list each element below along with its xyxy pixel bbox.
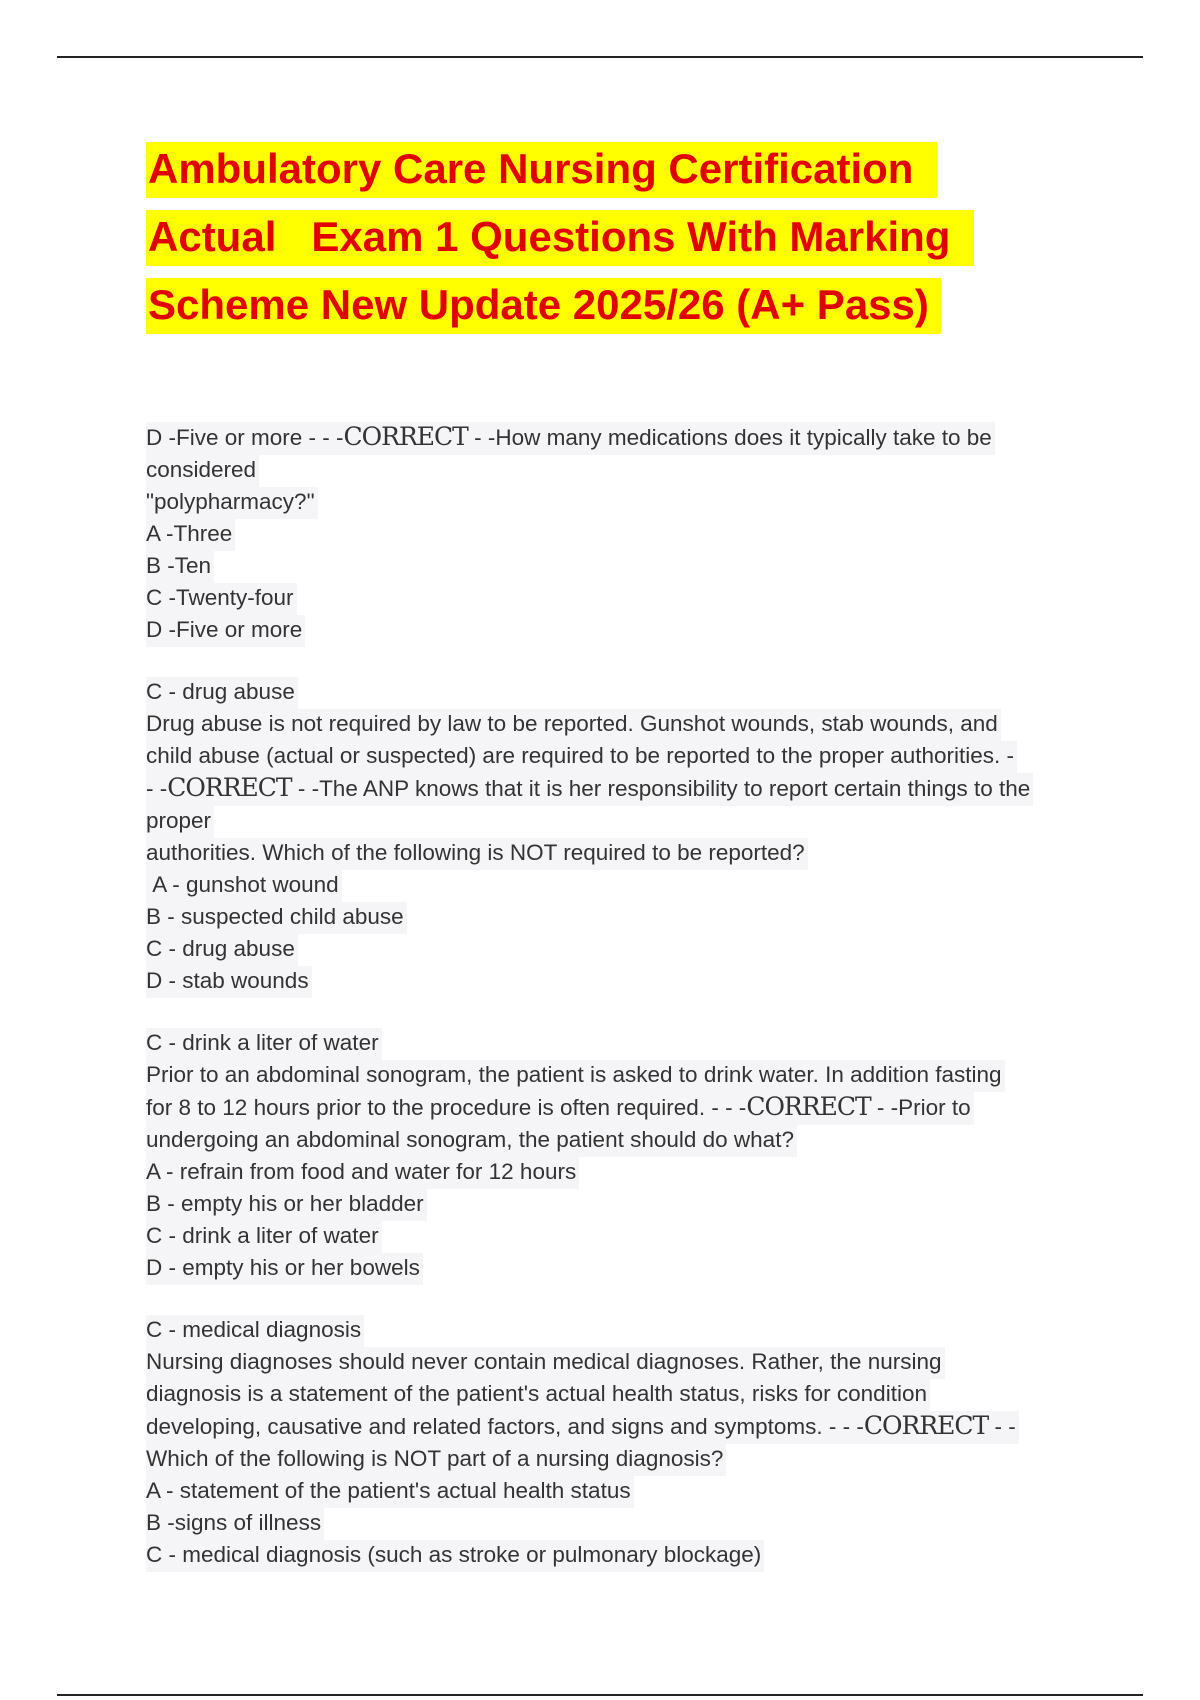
rationale-line: developing, causative and related factors, and signs and symptoms. - - -CORRECT - - xyxy=(146,1411,1019,1444)
document-title xyxy=(146,142,1076,346)
question-line: - -CORRECT - -The ANP knows that it is her responsibility to report certain things to the xyxy=(146,773,1033,806)
correct-tag: CORRECT xyxy=(167,773,292,802)
answer-line: D -Five or more - - -CORRECT - -How many medications does it typically take to be xyxy=(146,422,995,455)
answer-line: C - medical diagnosis xyxy=(146,1315,364,1347)
option-b: B - suspected child abuse xyxy=(146,902,407,934)
rationale-line: child abuse (actual or suspected) are required to be reported to the proper authorities. - xyxy=(146,741,1017,773)
question-block-2 xyxy=(146,677,1086,998)
answer-line: C - drug abuse xyxy=(146,677,298,709)
option-b: B -signs of illness xyxy=(146,1508,324,1540)
option-a: A - gunshot wound xyxy=(146,870,342,902)
option-c: C - drink a liter of water xyxy=(146,1221,382,1253)
question-line: considered xyxy=(146,455,259,487)
option-c: C - medical diagnosis (such as stroke or pulmonary blockage) xyxy=(146,1540,764,1572)
option-c: C - drug abuse xyxy=(146,934,298,966)
option-a: A - refrain from food and water for 12 hours xyxy=(146,1157,579,1189)
question-block-1 xyxy=(146,422,1086,647)
title-line-3: Scheme New Update 2025/26 (A+ Pass) xyxy=(146,278,941,334)
question-line: "polypharmacy?" xyxy=(146,487,318,519)
question-block-4 xyxy=(146,1315,1086,1572)
rationale-line: Drug abuse is not required by law to be reported. Gunshot wounds, stab wounds, and xyxy=(146,709,1001,741)
option-b: B -Ten xyxy=(146,551,214,583)
option-b: B - empty his or her bladder xyxy=(146,1189,427,1221)
option-c: C -Twenty-four xyxy=(146,583,297,615)
title-line-2: Actual Exam 1 Questions With Marking xyxy=(146,210,974,266)
option-d: D - empty his or her bowels xyxy=(146,1253,423,1285)
title-line-1: Ambulatory Care Nursing Certification xyxy=(146,142,937,198)
question-list xyxy=(146,422,1086,1602)
option-a: A - statement of the patient's actual health status xyxy=(146,1476,634,1508)
correct-tag: CORRECT xyxy=(863,1411,989,1440)
correct-tag: CORRECT xyxy=(343,422,468,451)
question-line: Which of the following is NOT part of a nursing diagnosis? xyxy=(146,1444,726,1476)
correct-tag: CORRECT xyxy=(746,1092,871,1121)
top-rule xyxy=(57,56,1143,58)
option-d: D - stab wounds xyxy=(146,966,312,998)
question-line: proper xyxy=(146,806,214,838)
bottom-rule xyxy=(57,1694,1143,1696)
question-line: undergoing an abdominal sonogram, the patient should do what? xyxy=(146,1125,797,1157)
option-d: D -Five or more xyxy=(146,615,305,647)
option-a: A -Three xyxy=(146,519,235,551)
question-block-3 xyxy=(146,1028,1086,1285)
rationale-line: Prior to an abdominal sonogram, the patient is asked to drink water. In addition fasting xyxy=(146,1060,1005,1092)
question-line: authorities. Which of the following is NOT required to be reported? xyxy=(146,838,808,870)
answer-line: C - drink a liter of water xyxy=(146,1028,382,1060)
rationale-line: Nursing diagnoses should never contain medical diagnoses. Rather, the nursing xyxy=(146,1347,945,1379)
rationale-line: diagnosis is a statement of the patient's actual health status, risks for condition xyxy=(146,1379,930,1411)
rationale-line: for 8 to 12 hours prior to the procedure is often required. - - -CORRECT - -Prior to xyxy=(146,1092,974,1125)
